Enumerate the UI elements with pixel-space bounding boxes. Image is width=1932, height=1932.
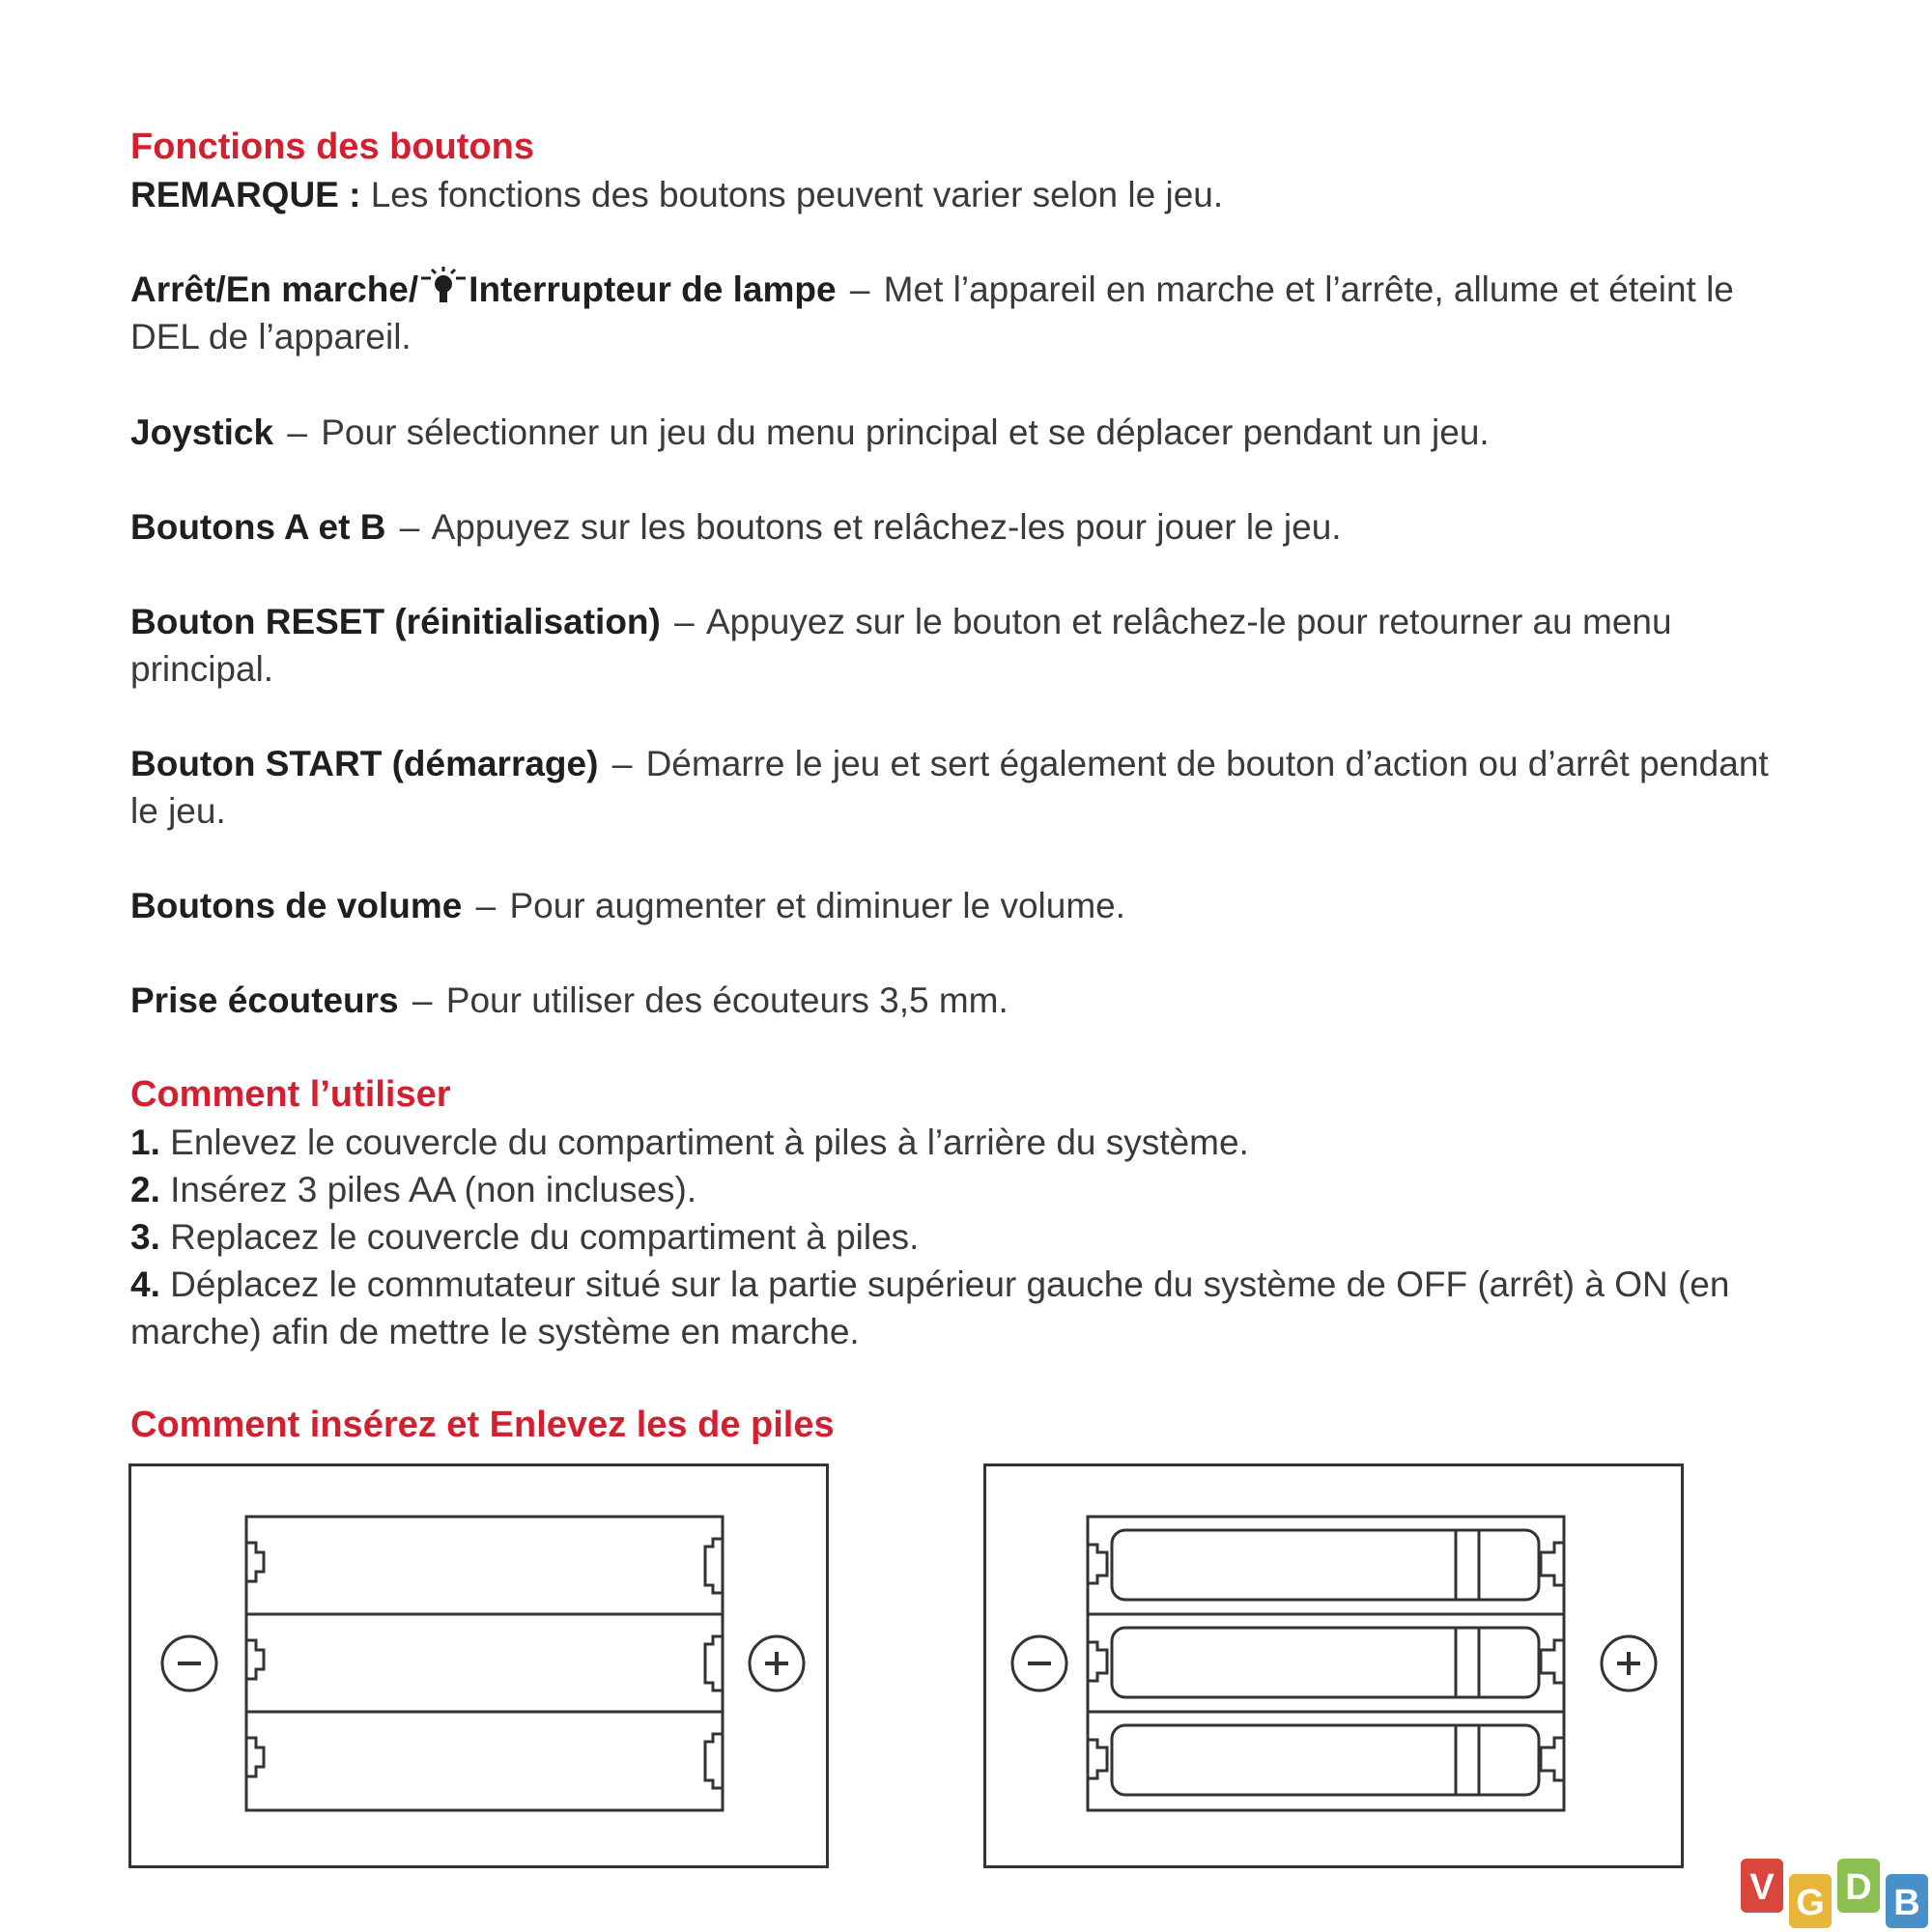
svg-text:V: V <box>1749 1867 1775 1908</box>
item-title-b: Interrupteur de lampe <box>469 270 837 309</box>
item-title: Bouton RESET (réinitialisation) <box>130 602 661 641</box>
dash: – <box>674 602 695 641</box>
function-item-start <box>130 740 1802 835</box>
item-desc: Met l’appareil en marche et l’arrête, allume et éteint le DEL de l’appareil. <box>130 270 1734 356</box>
note-label: REMARQUE : <box>130 175 361 214</box>
dash: – <box>475 886 497 925</box>
note <box>130 171 1802 218</box>
step-text: Replacez le couvercle du compartiment à piles. <box>170 1217 920 1257</box>
filled-battery-compartment-diagram <box>983 1463 1684 1868</box>
function-item-headphones <box>130 977 1802 1024</box>
step-text: Déplacez le commutateur situé sur la partie supérieur gauche du système de OFF (arrêt) à ON (en marche) afin de mettre le système en marche. <box>130 1264 1730 1351</box>
item-desc: Pour augmenter et diminuer le volume. <box>509 886 1125 925</box>
item-title: Bouton START (démarrage) <box>130 744 599 783</box>
vgdb-logo <box>1739 1857 1932 1932</box>
item-desc: Pour utiliser des écouteurs 3,5 mm. <box>445 980 1009 1020</box>
function-item-ab-buttons <box>130 503 1802 551</box>
step-item <box>130 1119 1802 1166</box>
item-desc: Pour sélectionner un jeu du menu principal et se déplacer pendant un jeu. <box>321 412 1490 452</box>
howto-heading: Comment l’utiliser <box>130 1074 451 1115</box>
function-item-joystick <box>130 409 1802 456</box>
item-title: Joystick <box>130 412 274 452</box>
battery <box>1088 1725 1564 1795</box>
minus-icon <box>162 1636 216 1690</box>
item-title: Boutons de volume <box>130 886 463 925</box>
dash: – <box>611 744 633 783</box>
svg-text:B: B <box>1893 1883 1920 1923</box>
function-item-reset <box>130 598 1802 693</box>
note-text: Les fonctions des boutons peuvent varier selon le jeu. <box>360 175 1224 214</box>
compartment <box>246 1517 723 1810</box>
item-desc: Appuyez sur les boutons et relâchez-les pour jouer le jeu. <box>431 507 1342 547</box>
plus-icon <box>1602 1636 1656 1690</box>
item-desc: Démarre le jeu et sert également de bouton d’action ou d’arrêt pendant le jeu. <box>130 744 1769 831</box>
step-number: 1. <box>130 1122 160 1162</box>
item-title: Boutons A et B <box>130 507 386 547</box>
step-item <box>130 1166 1802 1213</box>
minus-icon <box>1012 1636 1066 1690</box>
step-text: Insérez 3 piles AA (non incluses). <box>170 1170 697 1209</box>
svg-text:G: G <box>1796 1883 1825 1923</box>
step-number: 3. <box>130 1217 160 1257</box>
dash: – <box>399 507 420 547</box>
plus-icon <box>750 1636 804 1690</box>
functions-heading: Fonctions des boutons <box>130 127 534 167</box>
step-text: Enlevez le couvercle du compartiment à piles à l’arrière du système. <box>170 1122 1249 1162</box>
item-desc: Appuyez sur le bouton et relâchez-le pour retourner au menu principal. <box>130 602 1672 689</box>
step-item <box>130 1261 1802 1355</box>
dash: – <box>412 980 433 1020</box>
battery <box>1088 1530 1564 1600</box>
item-title: Prise écouteurs <box>130 980 399 1020</box>
battery <box>1088 1628 1564 1697</box>
steps-list <box>130 1119 1802 1355</box>
item-title: Arrêt/En marche/ <box>130 270 419 309</box>
dash: – <box>287 412 307 452</box>
lamp-icon <box>418 267 469 305</box>
step-item <box>130 1213 1802 1261</box>
function-item-volume <box>130 882 1802 929</box>
battery-heading: Comment insérez et Enlevez les de piles <box>130 1405 835 1445</box>
svg-text:D: D <box>1845 1867 1872 1908</box>
step-number: 2. <box>130 1170 160 1209</box>
step-number: 4. <box>130 1264 160 1304</box>
dash: – <box>849 270 870 309</box>
function-item-power <box>130 266 1802 360</box>
empty-battery-compartment-diagram <box>128 1463 829 1868</box>
